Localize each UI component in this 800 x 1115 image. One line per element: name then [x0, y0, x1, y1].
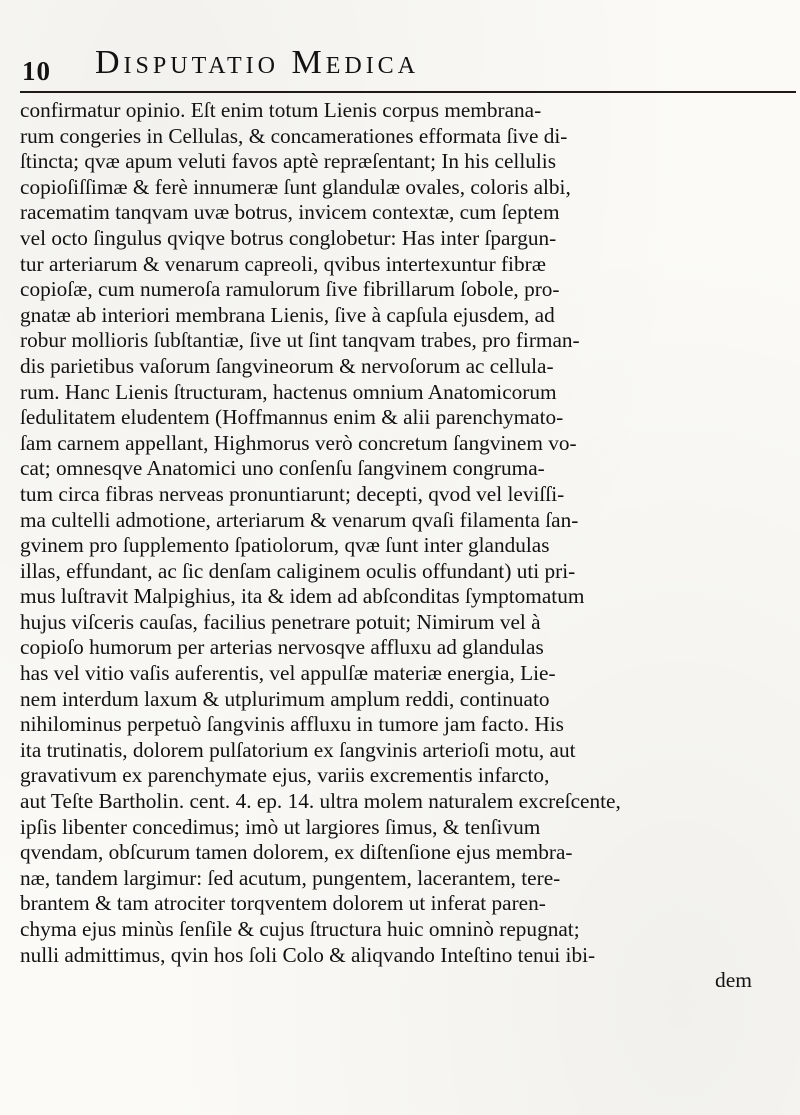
text-line: nem interdum laxum & utplurimum amplum reddi, continuato: [20, 686, 550, 711]
text-line: copioſo humorum per arterias nervosqve affluxu ad glandulas: [20, 635, 544, 660]
text-line: gravativum ex parenchymate ejus, variis excrementis infarcto,: [20, 763, 550, 788]
text-line: ma cultelli admotione, arteriarum & venarum qvaſi filamenta ſan-: [20, 507, 579, 532]
text-line: hujus viſceris cauſas, facilius penetrare potuit; Nimirum vel à: [20, 609, 541, 634]
text-line: confirmatur opinio. Eſt enim totum Lienis corpus membrana-: [20, 98, 542, 122]
text-line: næ, tandem largimur: ſed acutum, pungentem, lacerantem, tere-: [20, 865, 561, 890]
text-line: qvendam, obſcurum tamen dolorem, ex diſtenſione ejus membra-: [20, 840, 573, 865]
running-title: Disputatio Medica: [95, 44, 420, 81]
text-line: copioſiſſimæ & ferè innumeræ ſunt glandulæ ovales, coloris albi,: [20, 174, 571, 199]
header-rule: [20, 91, 796, 93]
text-line: tur arteriarum & venarum capreoli, qvibus intertexuntur fibræ: [20, 251, 546, 276]
text-line: robur mollioris ſubſtantiæ, ſive ut ſint tanqvam trabes, pro firman-: [20, 328, 580, 353]
text-line: rum. Hanc Lienis ſtructuram, hactenus omnium Anatomicorum: [20, 379, 557, 404]
text-line: cat; omnesqve Anatomici uno conſenſu ſangvinem congruma-: [20, 456, 545, 481]
text-line: has vel vitio vaſis auferentis, vel appulſæ materiæ energia, Lie-: [20, 661, 556, 686]
page-number: 10: [22, 56, 51, 86]
text-line: gnatæ ab interiori membrana Lienis, ſive à capſula ejusdem, ad: [20, 302, 555, 327]
text-line: dis parietibus vaſorum ſangvineorum & nervoſorum ac cellula-: [20, 353, 554, 378]
text-line: racematim tanqvam uvæ botrus, invicem contextæ, cum ſeptem: [20, 200, 560, 225]
text-line: chyma ejus minùs ſenſile & cujus ſtructura huic omninò repugnat;: [20, 917, 580, 941]
text-line: tum circa fibras nerveas pronuntiarunt; decepti, qvod vel leviſſi-: [20, 481, 565, 506]
text-line: dem: [714, 968, 752, 993]
text-line: ſedulitatem eludentem (Hoffmannus enim & alii parenchymato-: [20, 405, 564, 430]
text-line: ſam carnem appellant, Highmorus verò concretum ſangvinem vo-: [20, 430, 577, 455]
text-line: nihilominus perpetuò ſangvinis affluxu in tumore jam facto. His: [20, 712, 564, 737]
text-line: gvinem pro ſupplemento ſpatiolorum, qvæ ſunt inter glandulas: [20, 533, 550, 558]
text-line: illas, effundant, ac ſic denſam caliginem oculis offundant) uti pri-: [20, 558, 576, 583]
text-line: brantem & tam atrociter torqventem dolorem ut inferat paren-: [20, 891, 546, 916]
text-line: rum congeries in Cellulas, & concamerationes efformata ſive di-: [20, 123, 568, 148]
text-line: nulli admittimus, qvin hos ſoli Colo & aliqvando Inteſtino tenui ibi-: [20, 942, 596, 967]
text-line: copioſæ, cum numeroſa ramulorum ſive fibrillarum ſobole, pro-: [20, 277, 560, 302]
text-line: ita trutinatis, dolorem pulſatorium ex ſangvinis arterioſi motu, aut: [20, 737, 576, 762]
text-line: ſtincta; qvæ apum veluti favos aptè repræſentant; In his cellulis: [20, 149, 556, 174]
text-line: vel octo ſingulus qviqve botrus conglobetur: Has inter ſpargun-: [20, 225, 557, 250]
text-line: aut Teſte Bartholin. cent. 4. ep. 14. ultra molem naturalem excreſcente,: [20, 789, 621, 814]
running-head: [0, 40, 800, 92]
text-line: mus luſtravit Malpighius, ita & idem ad abſconditas ſymptomatum: [20, 584, 585, 609]
text-line: ipſis libenter concedimus; imò ut largiores ſimus, & tenſivum: [20, 814, 541, 839]
body-text: [20, 98, 800, 994]
